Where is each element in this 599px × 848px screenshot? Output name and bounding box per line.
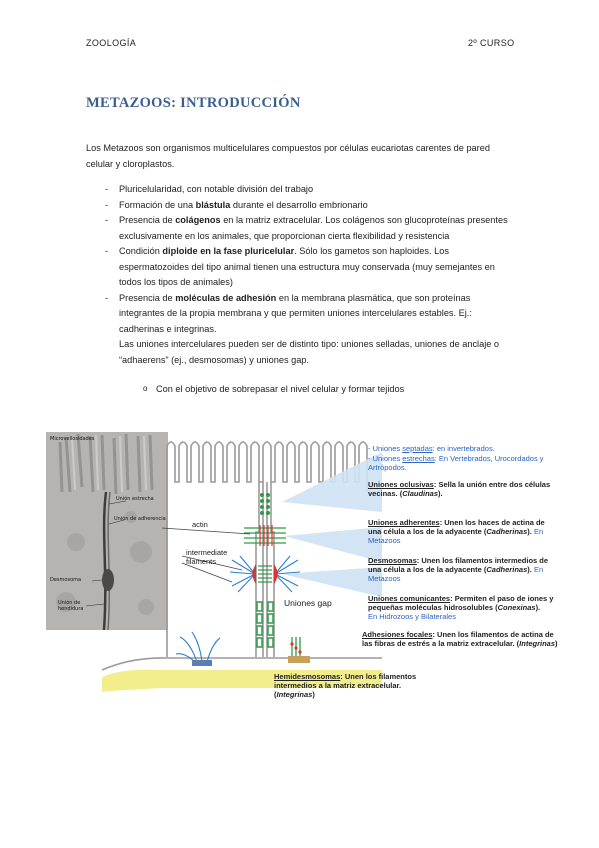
dash-bullet: - (105, 292, 109, 303)
course-year: 2º CURSO (468, 38, 515, 48)
basal-membrane (102, 658, 382, 670)
dash-bullet: - (105, 215, 109, 225)
adherens-junction (244, 524, 286, 546)
gap-junction (257, 602, 273, 647)
note-septadas: - Uniones septadas: en invertebrados. (368, 444, 495, 453)
list-item: - Presencia de moléculas de adhesión en la membrana plasmática, que son proteínas integrantes de la propia membrana y que permiten uniones intercelulares estables. Ej.: cadherinas e integrinas. Las uniones intercelulares pueden ser de distinto tipo: uniones selladas, uniones de anclaje o “adhaerens” (ej., desmosomas) y uniones gap. (105, 292, 500, 365)
micro-label-adherens: Unión de adherencia (114, 516, 166, 522)
list-item: - Pluricelularidad, con notable división del trabajo (86, 182, 516, 198)
gap-label: Uniones gap (284, 598, 332, 608)
course-name: ZOOLOGÍA (86, 38, 137, 48)
circle-bullet: o (143, 384, 148, 393)
micro-label-desmosome: Desmosoma (50, 577, 82, 583)
lateral-membranes (167, 482, 274, 657)
note-estrechas: - Uniones estrechas: En Vertebrados, Urocordados y Artrópodos. (368, 454, 544, 472)
note-adhesiones-focales: Adhesiones focales: Unen los filamentos de actina de las fibras de estrés a la matriz extracelular. (Integrinas) (362, 630, 558, 648)
note-adherentes: Uniones adherentes: Unen los haces de actina de una célula a los de la adyacente (Cadherinas). En Metazoos (368, 518, 545, 545)
note-oclusivas: Uniones oclusivas: Sella la unión entre dos células vecinas. (Claudinas). (368, 480, 551, 498)
intermediate-filaments-label: intermediate filaments (186, 548, 228, 566)
dash-bullet: - (105, 184, 109, 194)
junction-types-text: Las uniones intercelulares pueden ser de distinto tipo: uniones selladas, uniones de anclaje o “adhaerens” (ej., desmosomas) y uniones gap. (119, 339, 500, 365)
note-hemidesmosomas: Hemidesmosomas: Unen los filamentos intermedios a la matriz extracelular. (Integrinas) (274, 672, 417, 699)
tight-junction-proteins (260, 493, 270, 515)
hemidesmosome (288, 637, 310, 663)
list-item: - Presencia de colágenos en la matriz extracelular. Los colágenos son glucoproteínas presentes exclusivamente en los animales, que proporcionan cierta flexibilidad y resistencia (105, 215, 508, 241)
note-desmosomas: Desmosomas: Unen los filamentos intermedios de una célula a los de la adyacente (Cadherinas). En Metazoos (368, 556, 549, 583)
intro-paragraph: Los Metazoos son organismos multicelulares compuestos por células eucariotas carentes de pared celular y cloroplastos. (86, 143, 490, 169)
sub-bullet: o Con el objetivo de sobrepasar el nivel celular y formar tejidos (143, 384, 405, 394)
micro-label-microvilli: Microvellosidades (50, 436, 95, 442)
junction-diagram (92, 432, 382, 702)
micro-label-gap: Unión de hendidura (58, 600, 84, 612)
actin-label: actin (192, 520, 208, 529)
list-item: - Condición diploide en la fase pluricelular. Sólo los gametos son haploides. Los espermatozoides del tipo animal tienen una estructura muy conservada (muy semejantes en todos los tipos de animales) (105, 246, 495, 287)
note-comunicantes: Uniones comunicantes: Permiten el paso de iones y pequeñas moléculas hidrosolubles (Conexinas). En Hidrozoos y Bilaterales (368, 594, 554, 621)
focal-adhesion (176, 632, 220, 666)
cell-junctions-figure (46, 432, 556, 802)
list-item: - Formación de una blástula durante el desarrollo embrionario (86, 198, 516, 214)
dash-bullet: - (105, 246, 109, 256)
dash-bullet: - (105, 199, 109, 210)
page-title: METAZOOS: INTRODUCCIÓN (86, 95, 301, 111)
characteristics-list (86, 182, 516, 368)
micro-label-tight: Unión estrecha (116, 496, 154, 502)
